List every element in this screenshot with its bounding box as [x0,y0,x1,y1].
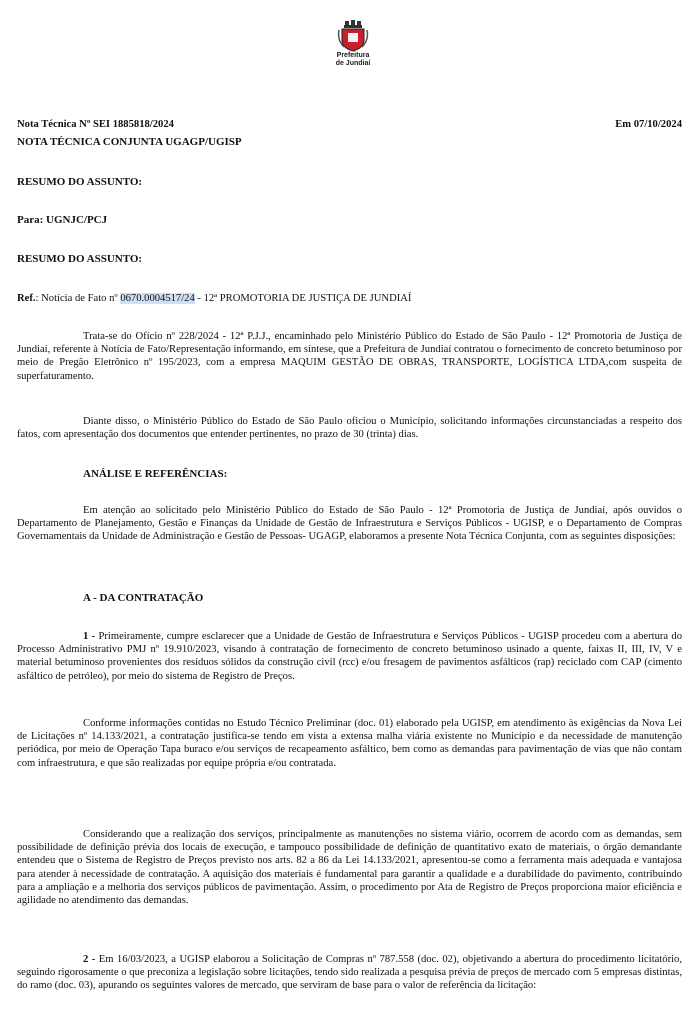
paragraph-6 [17,828,682,907]
paragraph-2-text: Diante disso, o Ministério Público do Estado de São Paulo oficiou o Município, solicitando informações circunstanciadas a respeito dos fatos, com apresentação dos documentos que entender pertinentes, no prazo de 30 (trinta) dias. [17,416,682,441]
nota-numero: Nota Técnica Nº SEI 1885818/2024 [17,119,174,130]
paragraph-7-text: Em 16/03/2023, a UGISP elaborou a Solicitação de Compras nº 787.558 (doc. 02), objetivando a abertura do procedimento licitatório, seguindo rigorosamente o que preconiza a legislação sobre licitações, tendo sido realizada a pesquisa prévia de preços de mercado com 5 empresas distintas, do ramo (doc. 03), apurando os seguintes valores de mercado, que serviram de base para o valor de referência da licitação: [17,954,682,992]
nota-data: Em 07/10/2024 [615,119,682,130]
ref-line [17,292,411,305]
paragraph-7 [17,953,682,993]
resumo-heading-2: RESUMO DO ASSUNTO: [17,253,143,265]
coat-of-arms-icon [336,20,370,52]
paragraph-4-text: Primeiramente, cumpre esclarecer que a Unidade de Gestão de Infraestrutura e Serviços Públicos - UGISP procedeu com a abertura do Processo Administrativo PMJ nº 19.910/2023, visando à contratação de fornecimento de concreto betuminoso usinado a quente, faixas II, III, IV, V e material betuminoso provenientes dos resíduos sólidos da construção civil (rcc) e/ou fresagem de pavimentos asfálticos (rap) reciclado com CAP (cimento asfáltico de petróleo), por meio do sistema de Registro de Preços. [17,631,683,682]
paragraph-3-text: Em atenção ao solicitado pelo Ministério Público do Estado de São Paulo - 12ª Promotoria de Justiça de Jundiaí, após ouvidos o Departamento de Planejamento, Gestão e Finanças da Unidade de Gestão de Infraestrutura e Serviços Públicos - UGISP, e o Departamento de Compras Governamentais da Unidade de Administração e Gestão de Pessoas- UGAGP, elaboramos a presente Nota Técnica Conjunta, com as seguintes disposições: [17,505,682,543]
paragraph-5-text: Conforme informações contidas no Estudo Técnico Preliminar (doc. 01) elaborado pela UGISP, em atendimento às exigências da Nova Lei de Licitações nº 14.133/2021, a contratação justifica-se tendo em vista a extensa malha viária existente no Município e da necessidade de manutenção periódica, por meio de Operação Tapa buraco e/ou serviços de recapeamento asfáltico, bem como as demandas para pavimentação de vias que não contam com infraestrutura, e que são realizadas por equipe própria e/ou contratada. [17,718,682,769]
nota-titulo: NOTA TÉCNICA CONJUNTA UGAGP/UGISP [17,136,242,148]
paragraph-4 [17,630,682,683]
ref-prefix: : Notícia de Fato nº [35,293,121,304]
analise-heading: ANÁLISE E REFERÊNCIAS: [83,468,228,480]
logo-text-line2: de Jundiaí [335,60,371,67]
paragraph-3 [17,504,682,544]
paragraph-6-text: Considerando que a realização dos serviços, principalmente as manutenções no sistema viário, ocorrem de acordo com as demandas, sem possibilidade de definição prévia dos locais de execução, e tampouco possibilidade de definição de quantitativo exato de materiais, o órgão demandante entendeu que o Sistema de Registro de Preços previsto nos arts. 82 a 86 da Lei 14.133/2021, apresentou-se como a ferramenta mais adequada e vantajosa para atender à necessidade de contratação. A aquisição dos materiais é fundamental para garantir a qualidade e a durabilidade do pavimento, contribuindo para a ampliação e a melhoria dos serviços públicos de pavimentação. Assim, o procedimento por Ata de Registro de Preços proporciona maior eficiência e agilidade no atendimento das demandas. [17,829,682,907]
ref-numero-link[interactable]: 0670.0004517/24 [120,293,195,304]
paragraph-4-num: 1 - [83,631,99,642]
paragraph-1 [17,330,682,383]
logo-text-line1: Prefeitura [336,52,370,59]
paragraph-1-text: Trata-se do Ofício nº 228/2024 - 12ª P.J.J., encaminhado pelo Ministério Público do Estado de São Paulo - 12ª Promotoria de Justiça de Jundiaí, referente à Notícia de Fato/Representação informando, em síntese, que a Prefeitura de Jundiaí contratou o fornecimento de concreto betuminoso por meio de Pregão Eletrônico nº 195/2023, com a empresa MAQUIM GESTÃO DE OBRAS, TRANSPORTE, LOGÍSTICA LTDA,com suspeita de superfaturamento. [17,331,682,382]
ref-suffix: - 12ª PROMOTORIA DE JUSTIÇA DE JUNDIAÍ [194,293,412,304]
paragraph-7-num: 2 - [83,954,99,965]
contratacao-heading: A - DA CONTRATAÇÃO [83,592,204,604]
para-line: Para: UGNJC/PCJ [17,214,108,226]
resumo-heading-1: RESUMO DO ASSUNTO: [17,176,143,188]
ref-label: Ref. [17,293,36,304]
paragraph-5 [17,717,682,770]
prefeitura-logo [328,20,378,68]
paragraph-2 [17,415,682,441]
